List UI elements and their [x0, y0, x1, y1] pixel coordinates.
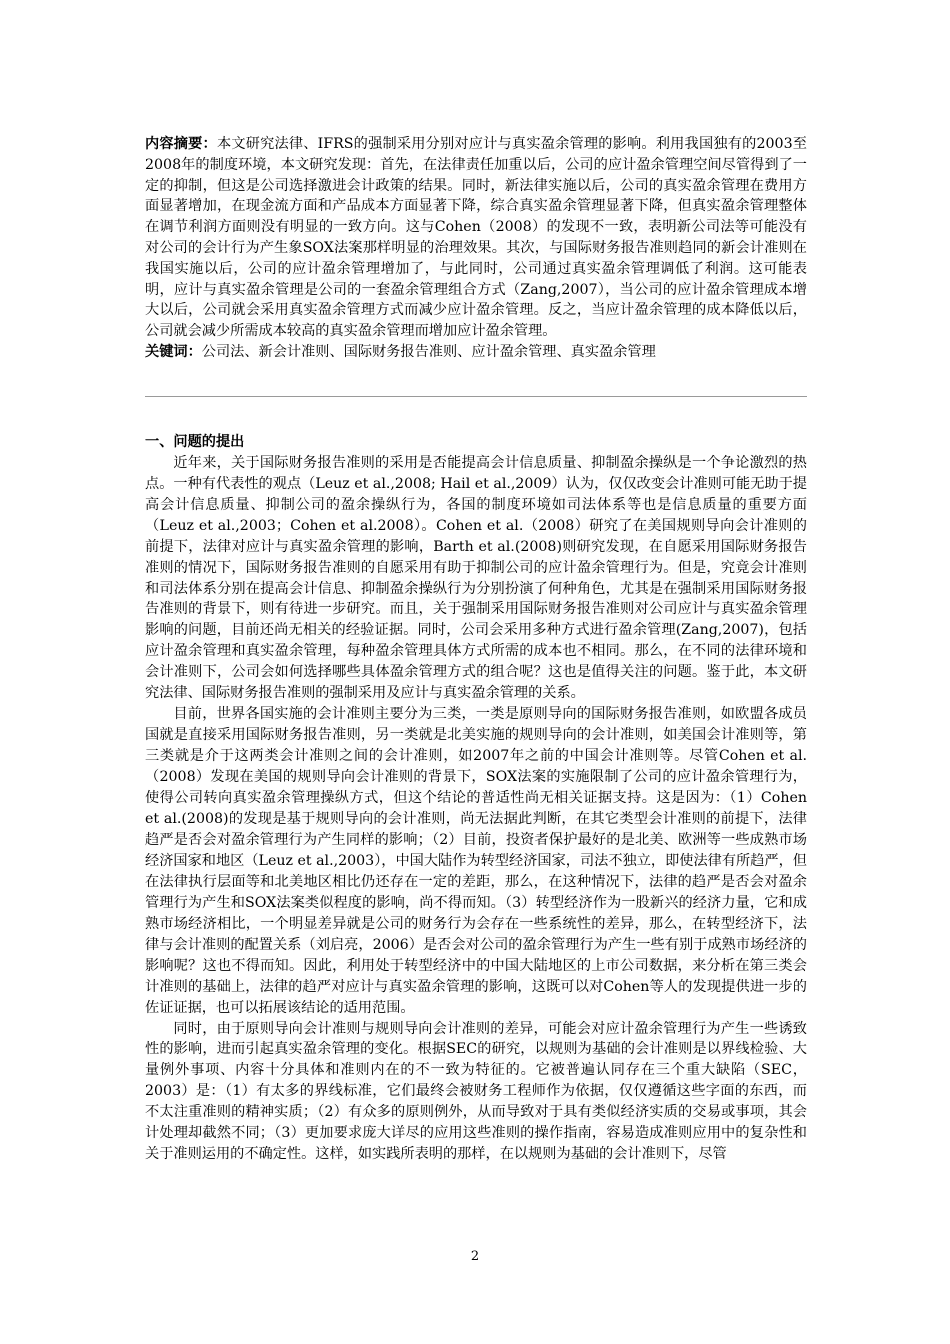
keywords-label: 关键词：	[145, 343, 202, 360]
abstract-section	[145, 134, 807, 363]
abstract-divider	[145, 396, 807, 397]
body-paragraph-2: 目前，世界各国实施的会计准则主要分为三类，一类是原则导向的国际财务报告准则，如欧盟各成员国就是直接采用国际财务报告准则，另一类就是北美实施的规则导向的会计准则，如美国会计准则等，第三类就是介于这两类会计准则之间的会计准则，如2007年之前的中国会计准则等。尽管Cohen et al.（2008）发现在美国的规则导向会计准则的背景下，SOX法案的实施限制了公司的应计盈余管理行为，使得公司转向真实盈余管理操纵方式，但这个结论的普适性尚无相关证据支持。这是因为：（1）Cohen et al.(2008)的发现是基于规则导向的会计准则，尚无法据此判断，在其它类型会计准则的前提下，法律趋严是否会对盈余管理行为产生同样的影响；（2）目前，投资者保护最好的是北美、欧洲等一些成熟市场经济国家和地区（Leuz et al.,2003），中国大陆作为转型经济国家，司法不独立，即使法律有所趋严，但在法律执行层面等和北美地区相比仍还存在一定的差距，那么，在这种情况下，法律的趋严是否会对盈余管理行为产生和SOX法案类似程度的影响，尚不得而知。（3）转型经济作为一股新兴的经济力量，它和成熟市场经济相比，一个明显差异就是公司的财务行为会存在一些系统性的差异，那么，在转型经济下，法律与会计准则的配置关系（刘启亮，2006）是否会对公司的盈余管理行为产生一些有别于成熟市场经济的影响呢？这也不得而知。因此，利用处于转型经济中的中国大陆地区的上市公司数据，来分析在第三类会计准则的基础上，法律的趋严对应计与真实盈余管理的影响，这既可以对Cohen等人的发现提供进一步的佐证证据，也可以拓展该结论的适用范围。	[145, 706, 807, 1016]
abstract-label: 内容摘要：	[145, 136, 217, 152]
abstract-paragraph	[145, 134, 807, 342]
section-heading: 一、问题的提出	[145, 434, 245, 450]
page-number: 2	[470, 1249, 480, 1264]
section-body	[145, 432, 807, 1165]
abstract-text: 本文研究法律、IFRS的强制采用分别对应计与真实盈余管理的影响。利用我国独有的2003至2008年的制度环境，本文研究发现：首先，在法律责任加重以后，公司的应计盈余管理空间尽管得到了一定的抑制，但这是公司选择激进会计政策的结果。同时，新法律实施以后，公司的真实盈余管理在费用方面显著增加，在现金流方面和产品成本方面显著下降，综合真实盈余管理显著下降，但真实盈余管理整体在调节利润方面则没有明显的一致方向。这与Cohen（2008）的发现不一致，表明新公司法等可能没有对公司的会计行为产生象SOX法案那样明显的治理效果。其次，与国际财务报告准则趋同的新会计准则在我国实施以后，公司的应计盈余管理增加了，与此同时，公司通过真实盈余管理调低了利润。这可能表明，应计与真实盈余管理是公司的一套盈余管理组合方式（Zang,2007），当公司的应计盈余管理成本增大以后，公司就会采用真实盈余管理方式而减少应计盈余管理。反之，当应计盈余管理的成本降低以后，公司就会减少所需成本较高的真实盈余管理而增加应计盈余管理。	[145, 136, 807, 340]
body-paragraph-1: 近年来，关于国际财务报告准则的采用是否能提高会计信息质量、抑制盈余操纵是一个争论激烈的热点。一种有代表性的观点（Leuz et al.,2008; Hail et al.,2009）认为，仅仅改变会计准则可能无助于提高会计信息质量、抑制公司的盈余操纵行为，各国的制度环境如司法体系等也是信息质量的重要方面（Leuz et al.,2003；Cohen et al.2008）。Cohen et al.（2008）研究了在美国规则导向会计准则的前提下，法律对应计与真实盈余管理的影响，Barth et al.(2008)则研究发现，在自愿采用国际财务报告准则的情况下，国际财务报告准则的自愿采用有助于抑制公司的应计盈余管理行为。但是，究竟会计准则和司法体系分别在提高会计信息、抑制盈余操纵行为分别扮演了何种角色，尤其是在强制采用国际财务报告准则的背景下，则有待进一步研究。而且，关于强制采用国际财务报告准则对公司应计与真实盈余管理影响的问题，目前还尚无相关的经验证据。同时，公司会采用多种方式进行盈余管理(Zang,2007)，包括应计盈余管理和真实盈余管理，每种盈余管理具体方式所需的成本也不相同。那么，在不同的法律环境和会计准则下，公司会如何选择哪些具体盈余管理方式的组合呢？这也是值得关注的问题。鉴于此，本文研究法律、国际财务报告准则的强制采用及应计与真实盈余管理的关系。	[145, 454, 807, 702]
keywords-line	[145, 342, 807, 363]
body-paragraph-3: 同时，由于原则导向会计准则与规则导向会计准则的差异，可能会对应计盈余管理行为产生一些诱致性的影响，进而引起真实盈余管理的变化。根据SEC的研究，以规则为基础的会计准则是以界线检验、大量例外事项、内容十分具体和准则内在的不一致为特征的。它被普遍认同存在三个重大缺陷（SEC，2003）是：（1）有太多的界线标准，它们最终会被财务工程师作为依据，仅仅遵循这些字面的东西，而不太注重准则的精神实质；（2）有众多的原则例外，从而导致对于具有类似经济实质的交易或事项，其会计处理却截然不同；（3）更加要求庞大详尽的应用这些准则的操作指南，容易造成准则应用中的复杂性和关于准则运用的不确定性。这样，如实践所表明的那样，在以规则为基础的会计准则下，尽管	[145, 1020, 807, 1163]
keywords-text: 公司法、新会计准则、国际财务报告准则、应计盈余管理、真实盈余管理	[201, 343, 656, 360]
